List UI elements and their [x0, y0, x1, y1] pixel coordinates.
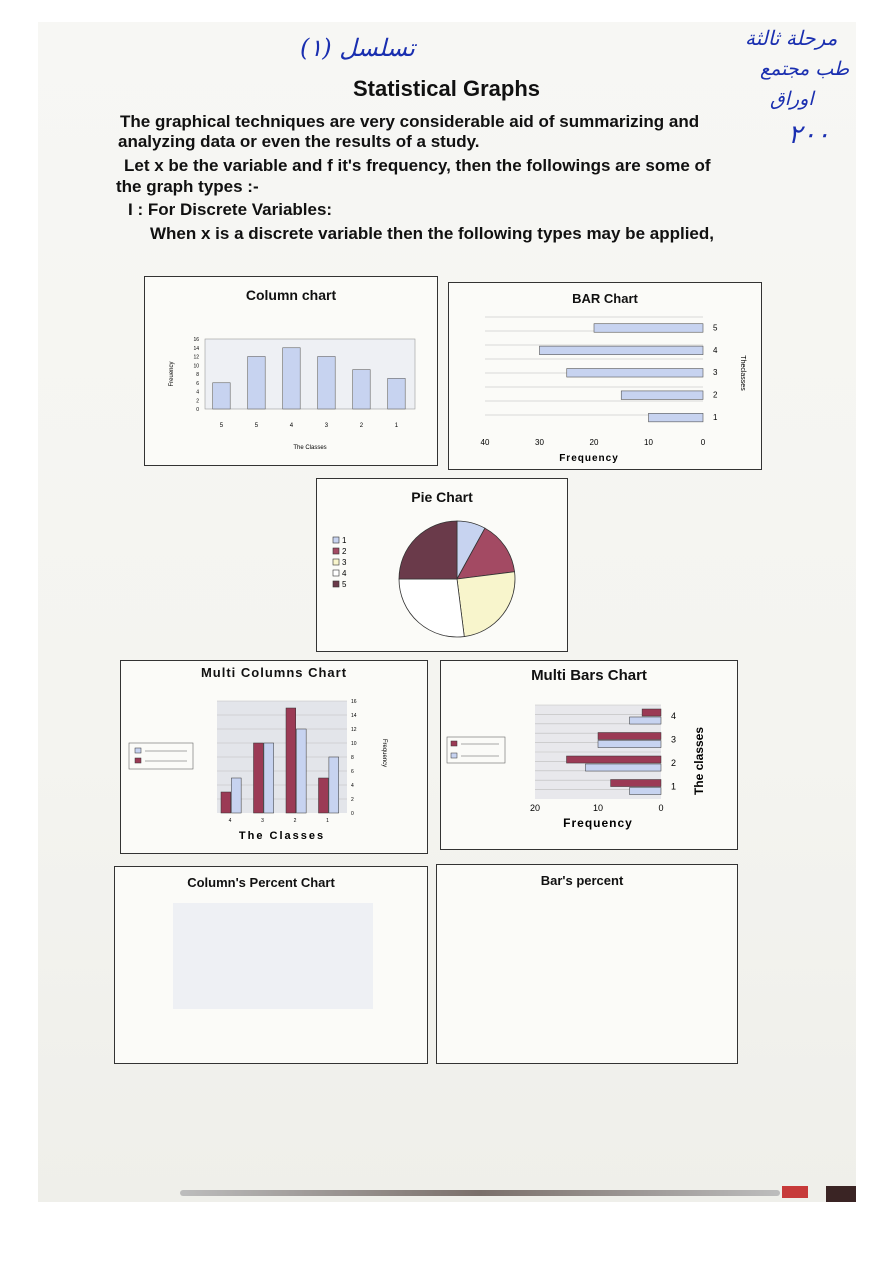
y-tick-label: 16: [351, 699, 357, 705]
scan-edge: [180, 1190, 780, 1196]
paragraph-line: the graph types :-: [116, 177, 259, 196]
legend-swatch: [333, 581, 339, 587]
y-tick-label: 4: [351, 783, 354, 789]
y-tick-label: 10: [193, 363, 199, 370]
bar-chart-panel: [448, 282, 762, 470]
bar-percent-panel: [436, 864, 738, 1064]
bar: [630, 787, 662, 794]
bar: [611, 780, 661, 787]
y-tick-label: 2: [713, 390, 718, 400]
y-tick-label: 2: [351, 797, 354, 803]
y-tick-label: 8: [351, 755, 354, 761]
y-tick-label: 12: [193, 354, 199, 361]
pie-slice: [457, 572, 515, 637]
pie-slice: [399, 521, 457, 579]
y-tick-label: 6: [196, 380, 199, 387]
bar: [567, 369, 703, 378]
multi-columns-chart: [121, 661, 427, 853]
bar: [598, 740, 661, 747]
column-bar: [221, 792, 231, 813]
column-bar: [231, 778, 241, 813]
legend-label: 5: [342, 580, 347, 589]
handwritten-stage: مرحلة ثالثة: [745, 26, 838, 50]
column-percent-title: Column's Percent Chart: [187, 875, 335, 890]
pie-slice: [399, 579, 464, 637]
bar: [621, 391, 703, 400]
x-tick-label: 4: [289, 423, 294, 429]
legend-label: 2: [342, 547, 347, 556]
x-axis-label: Frequency: [563, 816, 633, 830]
x-tick-label: 10: [644, 438, 653, 447]
y-tick-label: 16: [193, 337, 199, 343]
paragraph-line: analyzing data or even the results of a study.: [118, 132, 480, 151]
y-tick-label: 10: [351, 741, 357, 747]
y-tick-label: 8: [196, 372, 199, 378]
bar-chart-title: BAR Chart: [572, 291, 638, 306]
column-bar: [318, 357, 336, 410]
handwritten-count: ٢٠٠: [788, 120, 830, 150]
y-tick-label: 3: [713, 368, 718, 378]
pie-chart: [317, 479, 567, 651]
section-heading: I : For Discrete Variables:: [128, 200, 333, 219]
legend-swatch: [135, 748, 141, 753]
handwritten-subject: طب مجتمع: [760, 58, 850, 80]
y-tick-label: 4: [671, 711, 677, 722]
bar: [540, 346, 704, 355]
y-axis-label: The classes: [692, 726, 706, 796]
handwritten-sequence: تسلسل (١): [300, 34, 415, 62]
column-bar: [388, 378, 406, 409]
column-chart-title: Column chart: [245, 287, 337, 303]
y-tick-label: 14: [193, 345, 199, 352]
legend-swatch: [333, 548, 339, 554]
x-tick-label: 10: [592, 803, 604, 813]
y-tick-label: 0: [196, 407, 199, 413]
multi-columns-title: Multi Columns Chart: [200, 665, 348, 680]
page-title: Statistical Graphs: [352, 76, 541, 101]
x-tick-label: 20: [589, 438, 599, 447]
x-tick-label: 0: [700, 438, 706, 447]
y-tick-label: 14: [351, 713, 357, 719]
x-axis-label: The Classes: [238, 830, 326, 842]
y-tick-label: 1: [713, 413, 718, 423]
column-bar: [248, 357, 266, 410]
y-tick-label: 12: [351, 727, 357, 733]
paragraph-line: The graphical techniques are very considerable aid of summarizing and: [120, 112, 700, 131]
bar-percent-title: Bar's percent: [540, 873, 624, 888]
multi-bars-title: Multi Bars Chart: [531, 667, 647, 684]
x-tick-label: 5: [254, 423, 259, 429]
legend-box: [129, 743, 193, 769]
bar: [585, 764, 661, 771]
plot-area: [205, 339, 415, 409]
x-tick-label: 30: [535, 438, 544, 447]
multi-columns-panel: [120, 660, 428, 854]
multi-bars-panel: [440, 660, 738, 850]
bar: [594, 324, 703, 333]
x-tick-label: 3: [324, 423, 329, 429]
x-tick-label: 5: [219, 423, 224, 429]
x-axis-label: The Classes: [293, 445, 327, 451]
bar-chart: [449, 283, 761, 469]
bar: [649, 413, 704, 422]
x-tick-label: 20: [529, 803, 541, 813]
plot-area: [173, 903, 373, 1009]
paragraph-line: Let x be the variable and f it's frequency, then the followings are some of: [124, 156, 711, 175]
bar: [598, 733, 661, 740]
y-tick-label: 3: [671, 734, 677, 745]
column-bar: [254, 743, 264, 813]
x-tick-label: 0: [658, 803, 664, 813]
bar: [630, 717, 662, 724]
legend-swatch: [333, 559, 339, 565]
bar: [642, 709, 661, 716]
x-tick-label: 3: [261, 818, 264, 824]
column-chart: [145, 277, 437, 465]
column-percent-chart: [115, 867, 427, 1063]
y-tick-label: 4: [196, 389, 199, 396]
y-axis-label: Theclasses: [739, 355, 746, 391]
column-bar: [319, 778, 329, 813]
column-percent-panel: [114, 866, 428, 1064]
x-tick-label: 1: [394, 423, 399, 429]
column-bar: [283, 348, 301, 409]
column-bar: [296, 729, 306, 813]
y-tick-label: 5: [713, 323, 718, 333]
x-tick-label: 40: [480, 438, 490, 447]
legend-swatch: [135, 758, 141, 763]
multi-bars-chart: [441, 661, 737, 849]
legend-swatch: [333, 570, 339, 576]
y-tick-label: 4: [713, 345, 718, 355]
x-tick-label: 1: [326, 818, 329, 824]
legend-swatch: [451, 741, 457, 746]
legend-label: 3: [342, 558, 347, 567]
y-tick-label: 2: [671, 758, 677, 769]
scan-corner-mark: [826, 1186, 856, 1202]
y-tick-label: 6: [351, 769, 354, 775]
x-tick-label: 2: [359, 423, 364, 429]
x-axis-label: Frequency: [559, 453, 619, 464]
y-tick-label: 2: [196, 398, 199, 405]
legend-label: 1: [342, 536, 347, 545]
pie-chart-title: Pie Chart: [411, 489, 473, 505]
column-chart-panel: [144, 276, 438, 466]
pie-chart-panel: [316, 478, 568, 652]
legend-swatch: [333, 537, 339, 543]
paragraph-line: When x is a discrete variable then the following types may be applied,: [150, 224, 714, 243]
legend-label: 4: [342, 569, 347, 578]
column-bar: [353, 370, 371, 409]
x-tick-label: 4: [228, 818, 232, 824]
y-tick-label: 0: [351, 811, 354, 817]
legend-swatch: [451, 753, 457, 758]
column-bar: [264, 743, 274, 813]
bar-percent-chart: [437, 865, 737, 1063]
y-axis-label: Freuency: [169, 361, 175, 387]
x-tick-label: 2: [293, 818, 297, 824]
y-axis-label: Frequency: [381, 738, 387, 768]
bar: [567, 756, 662, 763]
scan-corner-mark: [782, 1186, 808, 1198]
column-bar: [286, 708, 296, 813]
y-tick-label: 1: [671, 781, 677, 792]
column-bar: [213, 383, 231, 409]
handwritten-papers: اوراق: [770, 88, 814, 110]
column-bar: [329, 757, 339, 813]
